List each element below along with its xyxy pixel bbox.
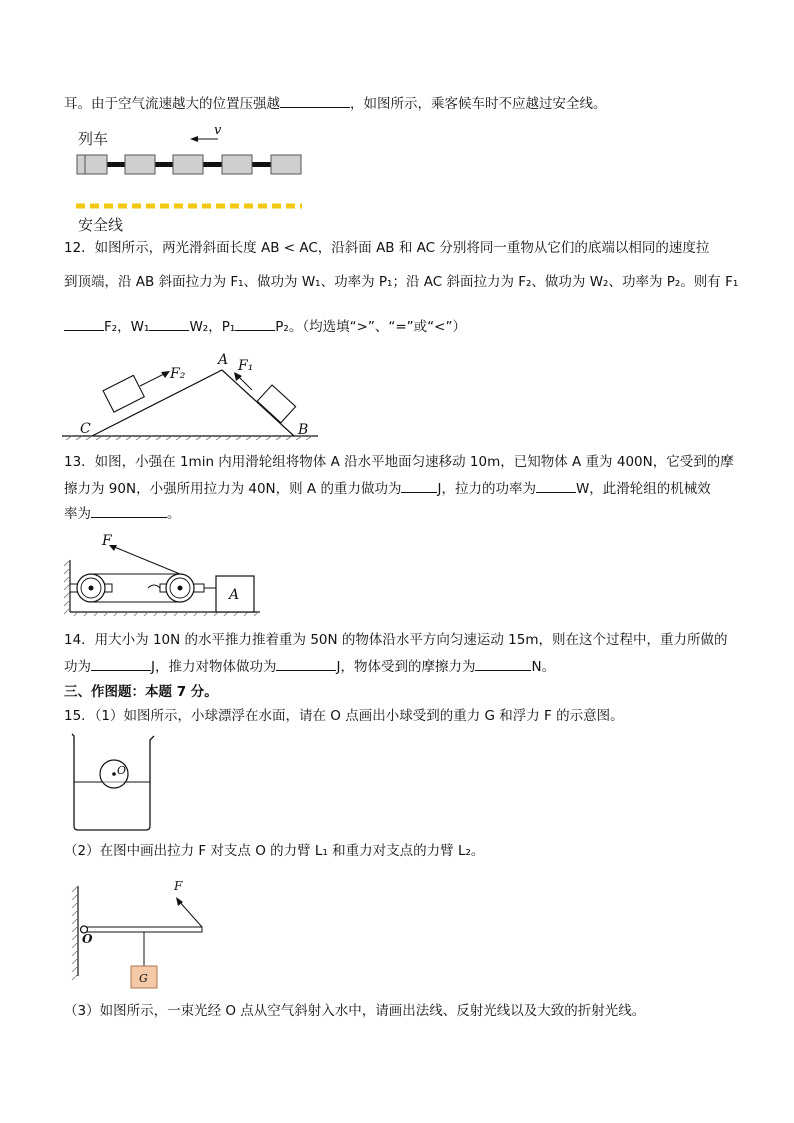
q13-line2 bbox=[64, 478, 711, 498]
vertex-c-label: C bbox=[80, 421, 91, 437]
q13-pulley-figure bbox=[64, 532, 264, 616]
pull-rope bbox=[112, 546, 180, 574]
q12-blank-p[interactable] bbox=[235, 316, 275, 331]
q12-line1: 12．如图所示，两光滑斜面长度 AB < AC，沿斜面 AB 和 AC 分别将同一重物从它们的底端以相同的速度拉 bbox=[64, 240, 710, 256]
q15-part1: 15．（1）如图所示，小球漂浮在水面，请在 O 点画出小球受到的重力 G 和浮力 F 的示意图。 bbox=[64, 708, 624, 724]
velocity-label: v bbox=[214, 126, 222, 138]
q13-line2-a: 擦力为 90N，小强所用拉力为 40N，则 A 的重力做功为 bbox=[64, 481, 402, 497]
q12-line3-c: P₂。（均选填“>”、“=”或“<”） bbox=[275, 319, 466, 335]
q12-line3-a: F₂，W₁ bbox=[104, 319, 150, 335]
block-on-ab bbox=[257, 385, 295, 423]
q13-blank-power[interactable] bbox=[536, 478, 576, 493]
fixed-pulley-axle bbox=[89, 586, 94, 591]
movable-pulley-axle bbox=[178, 586, 183, 591]
wall-hatching bbox=[64, 560, 70, 614]
q15-lever-figure bbox=[68, 876, 218, 992]
q15-part3: （3）如图所示，一束光经 O 点从空气斜射入水中，请画出法线、反射光线以及大致的折射光线。 bbox=[64, 1003, 646, 1019]
weight-g-label: G bbox=[139, 972, 148, 985]
q13-line3 bbox=[64, 503, 181, 523]
train-car bbox=[271, 155, 301, 174]
q13-line1: 13．如图，小强在 1min 内用滑轮组将物体 A 沿水平地面匀速移动 10m，已知物体 A 重为 400N，它受到的摩 bbox=[64, 454, 734, 470]
point-o bbox=[112, 772, 116, 776]
velocity-arrowhead bbox=[190, 136, 198, 142]
q14-line2-c: J，物体受到的摩擦力为 bbox=[336, 659, 476, 675]
q12-line2: 到顶端，沿 AB 斜面拉力为 F₁、做功为 W₁、功率为 P₁；沿 AC 斜面拉力为 F₂、做功为 W₂、功率为 P₂。则有 F₁ bbox=[64, 274, 739, 290]
q15-beaker-figure bbox=[68, 732, 160, 832]
q14-blank-gravity[interactable] bbox=[91, 656, 151, 671]
train-label: 列车 bbox=[78, 130, 109, 148]
train-car bbox=[173, 155, 203, 174]
q14-line2 bbox=[64, 656, 555, 676]
q12-line3 bbox=[64, 316, 466, 336]
vertex-a-label: A bbox=[218, 352, 229, 368]
q14-line2-a: 功为 bbox=[64, 659, 91, 675]
q13-line3-a: 率为 bbox=[64, 506, 91, 522]
q11-text-after: ，如图所示，乘客候车时不应越过安全线。 bbox=[350, 96, 607, 112]
force-f-arrow bbox=[178, 900, 202, 927]
safety-line-label: 安全线 bbox=[78, 216, 124, 234]
q12-line3-b: W₂，P₁ bbox=[189, 319, 236, 335]
q12-incline-figure bbox=[62, 348, 322, 440]
block-a-label: A bbox=[229, 587, 240, 603]
lever-wall-hatching bbox=[72, 886, 78, 980]
force-f-label: F bbox=[102, 533, 112, 549]
train-car bbox=[77, 155, 107, 174]
q13-line3-b: 。 bbox=[167, 506, 181, 522]
vertex-b-label: B bbox=[298, 422, 309, 438]
force-f-label: F bbox=[174, 879, 183, 893]
q11-train-figure bbox=[70, 126, 310, 234]
f1-label: F₁ bbox=[238, 358, 254, 374]
q12-blank-w[interactable] bbox=[149, 316, 189, 331]
q14-blank-push[interactable] bbox=[276, 656, 336, 671]
train-car bbox=[125, 155, 155, 174]
block-on-ac bbox=[103, 375, 144, 412]
q14-line2-b: J，推力对物体做功为 bbox=[151, 659, 277, 675]
section3-title: 三、作图题：本题 7 分。 bbox=[64, 684, 218, 700]
point-o-label: O bbox=[117, 764, 127, 777]
train-car bbox=[222, 155, 252, 174]
q13-blank-efficiency[interactable] bbox=[91, 503, 167, 518]
q11-blank[interactable] bbox=[280, 93, 350, 108]
pivot-o-label: O bbox=[82, 932, 93, 946]
q12-blank-f[interactable] bbox=[64, 316, 104, 331]
q14-line1: 14．用大小为 10N 的水平推力推着重为 50N 的物体沿水平方向匀速运动 15m，则在这个过程中，重力所做的 bbox=[64, 632, 728, 648]
q11-text-before: 耳。由于空气流速越大的位置压强越 bbox=[64, 96, 280, 112]
q13-line2-c: W，此滑轮组的机械效 bbox=[575, 481, 711, 497]
f2-label: F₂ bbox=[170, 366, 186, 382]
q14-blank-friction[interactable] bbox=[475, 656, 531, 671]
q15-part2: （2）在图中画出拉力 F 对支点 O 的力臂 L₁ 和重力对支点的力臂 L₂。 bbox=[64, 843, 485, 859]
q13-blank-work[interactable] bbox=[401, 478, 437, 493]
lever-bar bbox=[84, 927, 202, 932]
q13-line2-b: J，拉力的功率为 bbox=[437, 481, 536, 497]
q14-line2-d: N。 bbox=[531, 659, 556, 675]
q11-text bbox=[64, 93, 607, 113]
ground-hatching bbox=[66, 436, 312, 440]
rope-hook bbox=[148, 585, 160, 588]
